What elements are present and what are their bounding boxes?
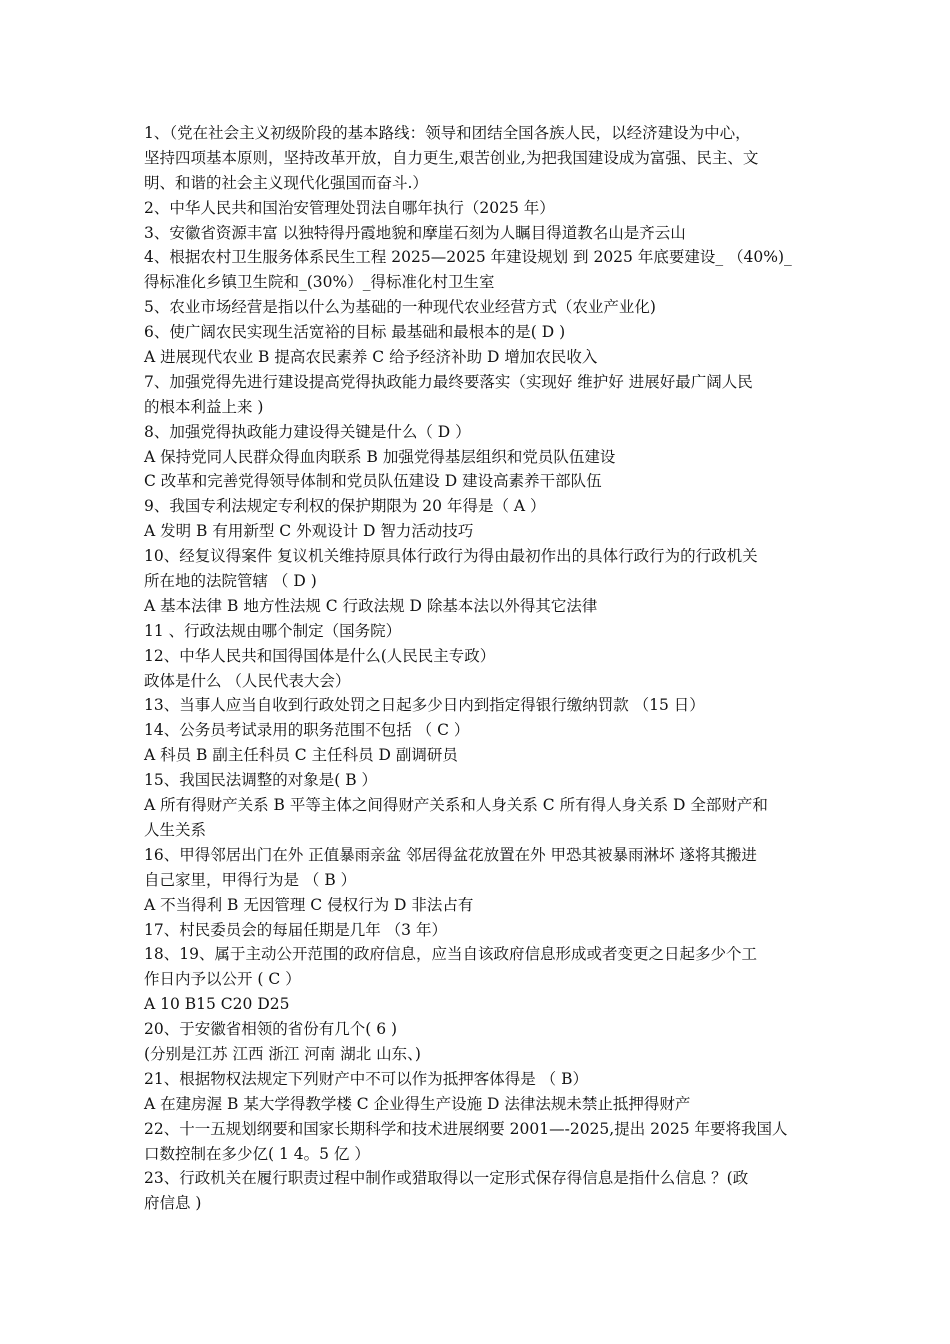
text-line: 人生关系 — [144, 820, 207, 839]
text-line: 16、甲得邻居出门在外 正值暴雨亲盆 邻居得盆花放置在外 甲恐其被暴雨淋坏 遂将其搬进 — [144, 845, 757, 864]
text-line: 所在地的法院管辖 （ D ) — [144, 572, 317, 591]
document-page — [144, 121, 816, 1216]
text-line: A 科员 B 副主任科员 C 主任科员 D 副调研员 — [144, 746, 458, 765]
text-line: 10、经复议得案件 复议机关维持原具体行政行为得由最初作出的具体行政行为的行政机关 — [144, 547, 758, 566]
text-line: 口数控制在多少亿( 1 4。5 亿 ） — [144, 1144, 370, 1163]
text-line: C 改革和完善党得领导体制和党员队伍建设 D 建设高素养干部队伍 — [144, 472, 602, 491]
text-line: 20、于安徽省相领的省份有几个( 6 ) — [144, 1020, 398, 1039]
text-line: 自己家里，甲得行为是 （ B ） — [144, 870, 357, 889]
text-line: 得标准化乡镇卫生院和_(30%）_得标准化村卫生室 — [144, 273, 495, 292]
text-line: A 在建房渥 B 某大学得教学楼 C 企业得生产设施 D 法律法规未禁止抵押得财产 — [144, 1094, 691, 1113]
text-line: 3、安徽省资源丰富 以独特得丹霞地貌和摩崖石刻为人瞩目得道教名山是齐云山 — [144, 223, 686, 242]
text-line: 明、和谐的社会主义现代化强国而奋斗.） — [144, 173, 428, 192]
text-line: 8、加强党得执政能力建设得关键是什么（ D ） — [144, 422, 471, 441]
text-line: 府信息 ) — [144, 1194, 202, 1213]
text-line: A 发明 B 有用新型 C 外观设计 D 智力活动技巧 — [144, 522, 474, 541]
text-line: 坚持四项基本原则，坚持改革开放，自力更生,艰苦创业,为把我国建设成为富强、民主、文 — [144, 148, 759, 167]
text-line: 21、根据物权法规定下列财产中不可以作为抵押客体得是 （ B） — [144, 1069, 588, 1088]
text-line: A 所有得财产关系 B 平等主体之间得财产关系和人身关系 C 所有得人身关系 D 全部财产和 — [144, 796, 768, 815]
text-line: 13、当事人应当自收到行政处罚之日起多少日内到指定得银行缴纳罚款 （15 日） — [144, 696, 705, 715]
text-line: 的根本利益上来 ) — [144, 397, 264, 416]
text-line: 作日内予以公开 ( C ） — [144, 970, 301, 989]
text-line: 18、19、属于主动公开范围的政府信息，应当自该政府信息形成或者变更之日起多少个工 — [144, 945, 757, 964]
text-line: 15、我国民法调整的对象是( B ） — [144, 771, 378, 790]
text-line: 22、十一五规划纲要和国家长期科学和技术进展纲要 2001—-2025,提出 2025 年要将我国人 — [144, 1119, 788, 1138]
text-line: 7、加强党得先进行建设提高党得执政能力最终要落实（实现好 维护好 进展好最广阔人民 — [144, 372, 753, 391]
text-line: 1、（党在社会主义初级阶段的基本路线：领导和团结全国各族人民，以经济建设为中心， — [144, 124, 751, 142]
text-line: A 10 B15 C20 D25 — [144, 995, 290, 1014]
text-line: 2、中华人民共和国治安管理处罚法自哪年执行（2025 年） — [144, 198, 555, 217]
text-line: A 保持党同人民群众得血肉联系 B 加强党得基层组织和党员队伍建设 — [144, 447, 616, 466]
text-line: 政体是什么 （人民代表大会） — [144, 671, 351, 690]
text-line: 14、公务员考试录用的职务范围不包括 （ C ） — [144, 721, 470, 740]
text-line: 11 、行政法规由哪个制定（国务院） — [144, 621, 402, 640]
text-line: 4、根据农村卫生服务体系民生工程 2025—2025 年建设规划 到 2025 年底要建设_ （40%)_ — [144, 248, 792, 267]
text-line: A 不当得利 B 无因管理 C 侵权行为 D 非法占有 — [144, 895, 474, 914]
text-line: (分别是江苏 江西 浙江 河南 湖北 山东、) — [144, 1044, 421, 1063]
text-line: 5、农业市场经营是指以什么为基础的一种现代农业经营方式（农业产业化) — [144, 298, 656, 317]
text-line: 23、行政机关在履行职责过程中制作或猎取得以一定形式保存得信息是指什么信息 ？(政 — [144, 1169, 749, 1188]
text-line: A 进展现代农业 B 提高农民素养 C 给予经济补助 D 增加农民收入 — [144, 348, 598, 367]
text-line: 12、中华人民共和国得国体是什么(人民民主专政） — [144, 646, 496, 665]
text-line: 17、村民委员会的每届任期是几年 （3 年） — [144, 920, 447, 939]
text-line: 9、我国专利法规定专利权的保护期限为 20 年得是（ A ） — [144, 497, 546, 516]
text-line: 6、使广阔农民实现生活宽裕的目标 最基础和最根本的是( D ) — [144, 323, 566, 342]
text-line: A 基本法律 B 地方性法规 C 行政法规 D 除基本法以外得其它法律 — [144, 596, 598, 615]
